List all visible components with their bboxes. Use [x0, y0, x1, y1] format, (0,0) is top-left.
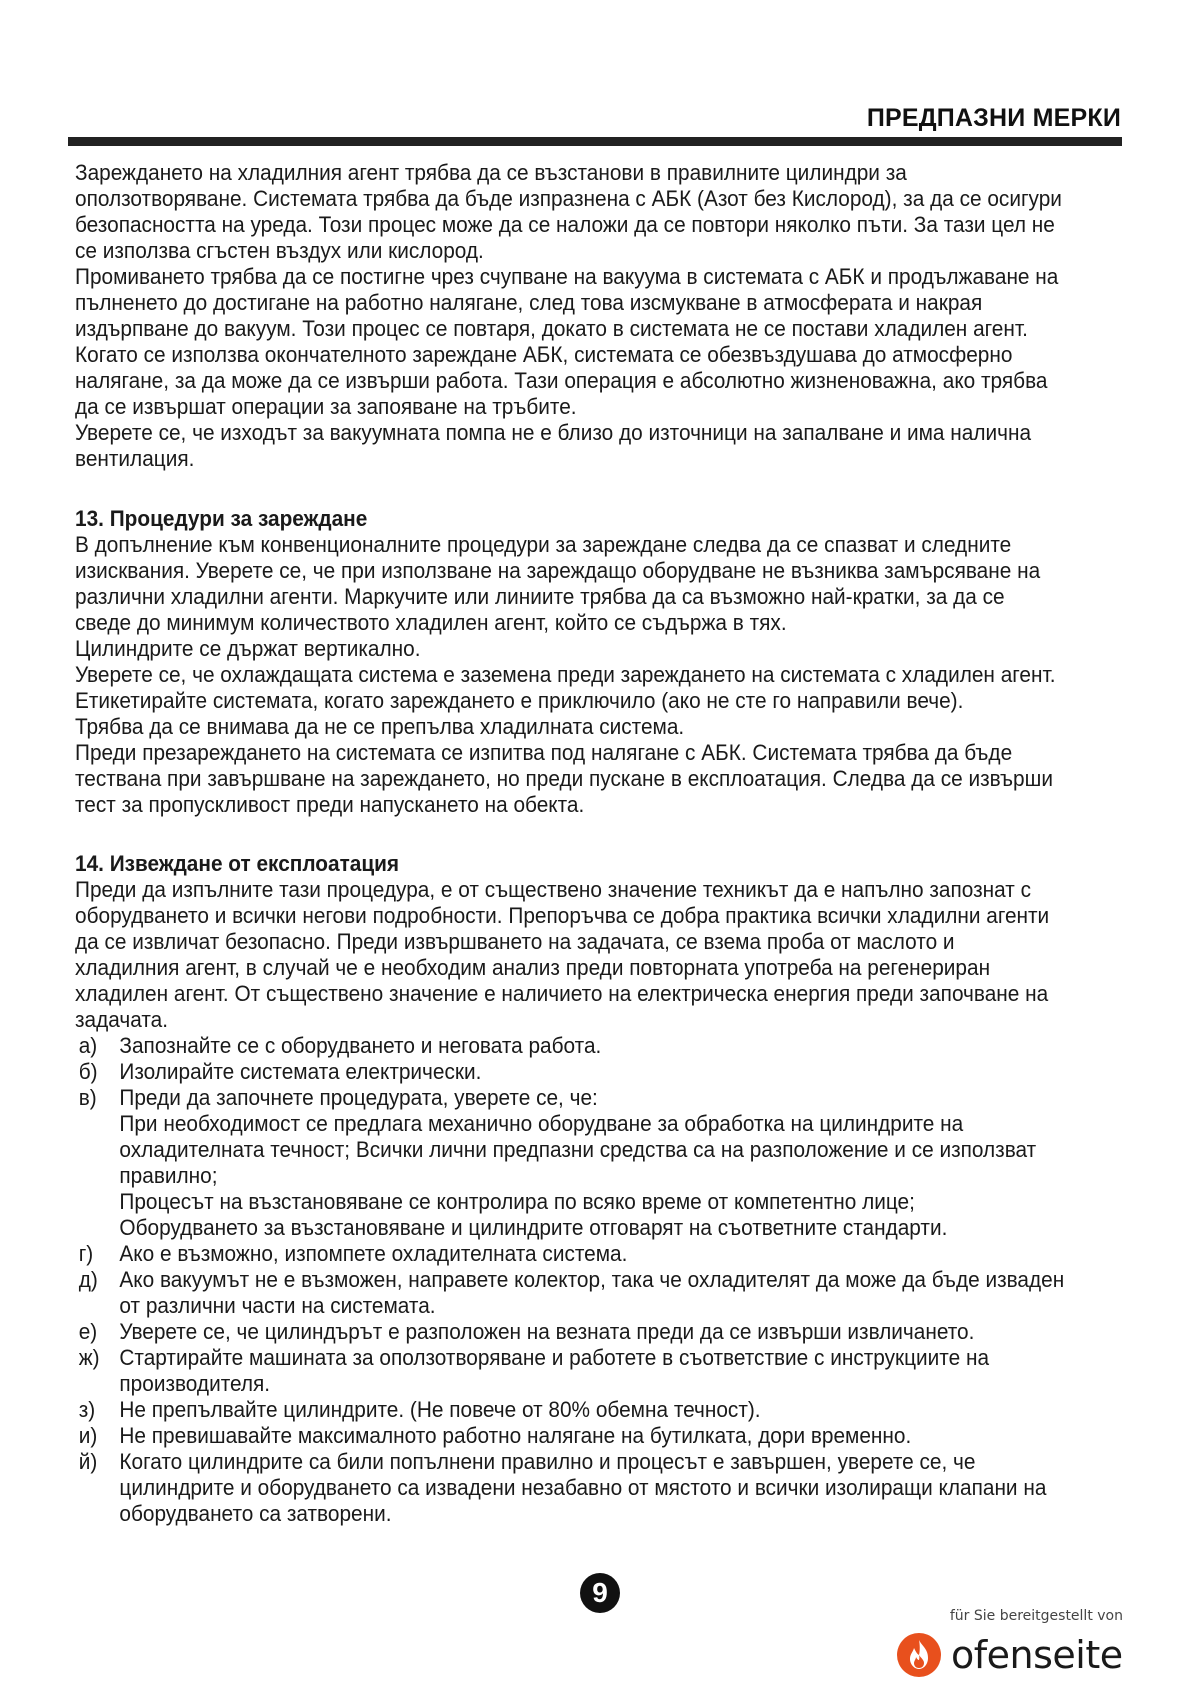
flame-icon	[895, 1631, 943, 1679]
list-marker: е)	[78, 1319, 98, 1344]
section-13-paragraph: В допълнение към конвенционалните процедури за зареждане следва да се спазват и следните изисквания. Уверете се, че при използване на зареждащо оборудване не възниква замърсяване на различни хладилни агенти. Маркучите или линиите трябва да са възможно най-кратки, за да се сведе до минимум количеството хладилен агент, който се съдържа в тях.	[75, 532, 1041, 635]
list-item	[75, 1319, 1065, 1345]
document-body	[75, 160, 1065, 1527]
list-item	[75, 1345, 1065, 1397]
list-item-text: Не превишавайте максималното работно налягане на бутилката, дори временно.	[119, 1423, 912, 1448]
list-item	[75, 1423, 1065, 1449]
sub-item-text: При необходимост се предлага механично оборудване за обработка на цилиндрите на охладителната течност; Всички лични предпазни средства са на разположение и се използват правилно;	[119, 1111, 1037, 1188]
section-13-paragraph: Етикетирайте системата, когато зареждането е приключило (ако не сте го направили вече).	[75, 688, 964, 713]
sub-item-text: Оборудването за възстановяване и цилиндрите отговарят на съответните стандарти.	[119, 1215, 948, 1240]
decommission-steps-list	[75, 1033, 1065, 1527]
page-header-title: ПРЕДПАЗНИ МЕРКИ	[866, 104, 1121, 132]
section-13-title: 13. Процедури за зареждане	[75, 506, 368, 531]
ofenseite-logo	[895, 1630, 1123, 1680]
list-item-text: Когато цилиндрите са били попълнени правилно и процесът е завършен, уверете се, че цилиндрите и оборудването са извадени незабавно от мястото и всички изолиращи клапани на оборудването са затворени.	[119, 1449, 1047, 1526]
list-item-text: Стартирайте машината за оползотворяване и работете в съответствие с инструкциите на производителя.	[119, 1345, 990, 1396]
list-item-text: Изолирайте системата електрически.	[119, 1059, 482, 1084]
section-13-paragraph: Уверете се, че охлаждащата система е заземена преди зареждането на системата с хладилен агент.	[75, 662, 1056, 687]
list-item	[75, 1033, 1065, 1059]
sub-item-text: Процесът на възстановяване се контролира по всяко време от компетентно лице;	[119, 1189, 915, 1214]
provider-credit: für Sie bereitgestellt von	[949, 1608, 1123, 1624]
list-marker: а)	[78, 1033, 98, 1058]
list-item-text: Преди да започнете процедурата, уверете се, че:	[119, 1085, 598, 1110]
intro-paragraph-2: Промиването трябва да се постигне чрез счупване на вакуума в системата с АБК и продължаване на пълненето до достигане на работно налягане, след това изсмукване в атмосферата и накрая издърпване до вакуум. Този процес се повтаря, докато в системата не се постави хладилен агент. Когато се използва окончателното зареждане АБК, системата се обезвъздушава до атмосферно налягане, за да може да се извърши работа. Тази операция е абсолютно жизненоважна, ако трябва да се извършат операции за запояване на тръбите.	[75, 264, 1059, 419]
list-marker: и)	[78, 1423, 98, 1448]
list-marker: ж)	[78, 1345, 100, 1370]
list-item-text: Ако вакуумът не е възможен, направете колектор, така че охладителят да може да бъде изваден от различни части на системата.	[119, 1267, 1065, 1318]
list-marker: з)	[78, 1397, 96, 1422]
list-item	[75, 1267, 1065, 1319]
list-marker: й)	[78, 1449, 98, 1474]
list-marker: б)	[78, 1059, 98, 1084]
intro-paragraph-1: Зареждането на хладилния агент трябва да се възстанови в правилните цилиндри за оползотворяване. Системата трябва да бъде изпразнена с АБК (Азот без Кислород), за да се осигури безопасността на уреда. Този процес може да се наложи да се повтори няколко пъти. За тази цел не се използва сгъстен въздух или кислород.	[75, 160, 1062, 263]
section-14-title: 14. Извеждане от експлоатация	[75, 851, 400, 876]
list-item	[75, 1241, 1065, 1267]
brand-name: ofenseite	[951, 1633, 1123, 1677]
list-item-text: Запознайте се с оборудването и неговата работа.	[119, 1033, 602, 1058]
intro-paragraph-3: Уверете се, че изходът за вакуумната помпа не е близо до източници на запалване и има налична вентилация.	[75, 420, 1032, 471]
section-13-paragraph: Цилиндрите се държат вертикално.	[75, 636, 421, 661]
list-item	[75, 1397, 1065, 1423]
list-item-text: Ако е възможно, изпомпете охладителната система.	[119, 1241, 628, 1266]
page-number-badge: 9	[580, 1573, 620, 1613]
list-marker: г)	[78, 1241, 94, 1266]
section-13-paragraph: Трябва да се внимава да не се препълва хладилната система.	[75, 714, 685, 739]
header-divider	[68, 137, 1122, 146]
list-item-text: Не препълвайте цилиндрите. (Не повече от 80% обемна течност).	[119, 1397, 761, 1422]
list-item-text: Уверете се, че цилиндърът е разположен на везната преди да се извърши извличането.	[119, 1319, 975, 1344]
section-14-intro: Преди да изпълните тази процедура, е от съществено значение техникът да е напълно запознат с оборудването и всички негови подробности. Препоръчва се добра практика всички хладилни агенти да се извличат безопасно. Преди извършването на задачата, се взема проба от маслото и хладилния агент, в случай че е необходим анализ преди повторната употреба на регенериран хладилен агент. От съществено значение е наличието на електрическа енергия преди започване на задачата.	[75, 877, 1050, 1032]
list-marker: д)	[78, 1267, 98, 1292]
section-13-paragraph: Преди презареждането на системата се изпитва под налягане с АБК. Системата трябва да бъде тествана при завършване на зареждането, но преди пускане в експлоатация. Следва да се извърши тест за пропускливост преди напускането на обекта.	[75, 740, 1053, 817]
list-marker: в)	[78, 1085, 97, 1110]
list-item	[75, 1085, 1065, 1241]
list-item	[75, 1059, 1065, 1085]
list-item	[75, 1449, 1065, 1527]
